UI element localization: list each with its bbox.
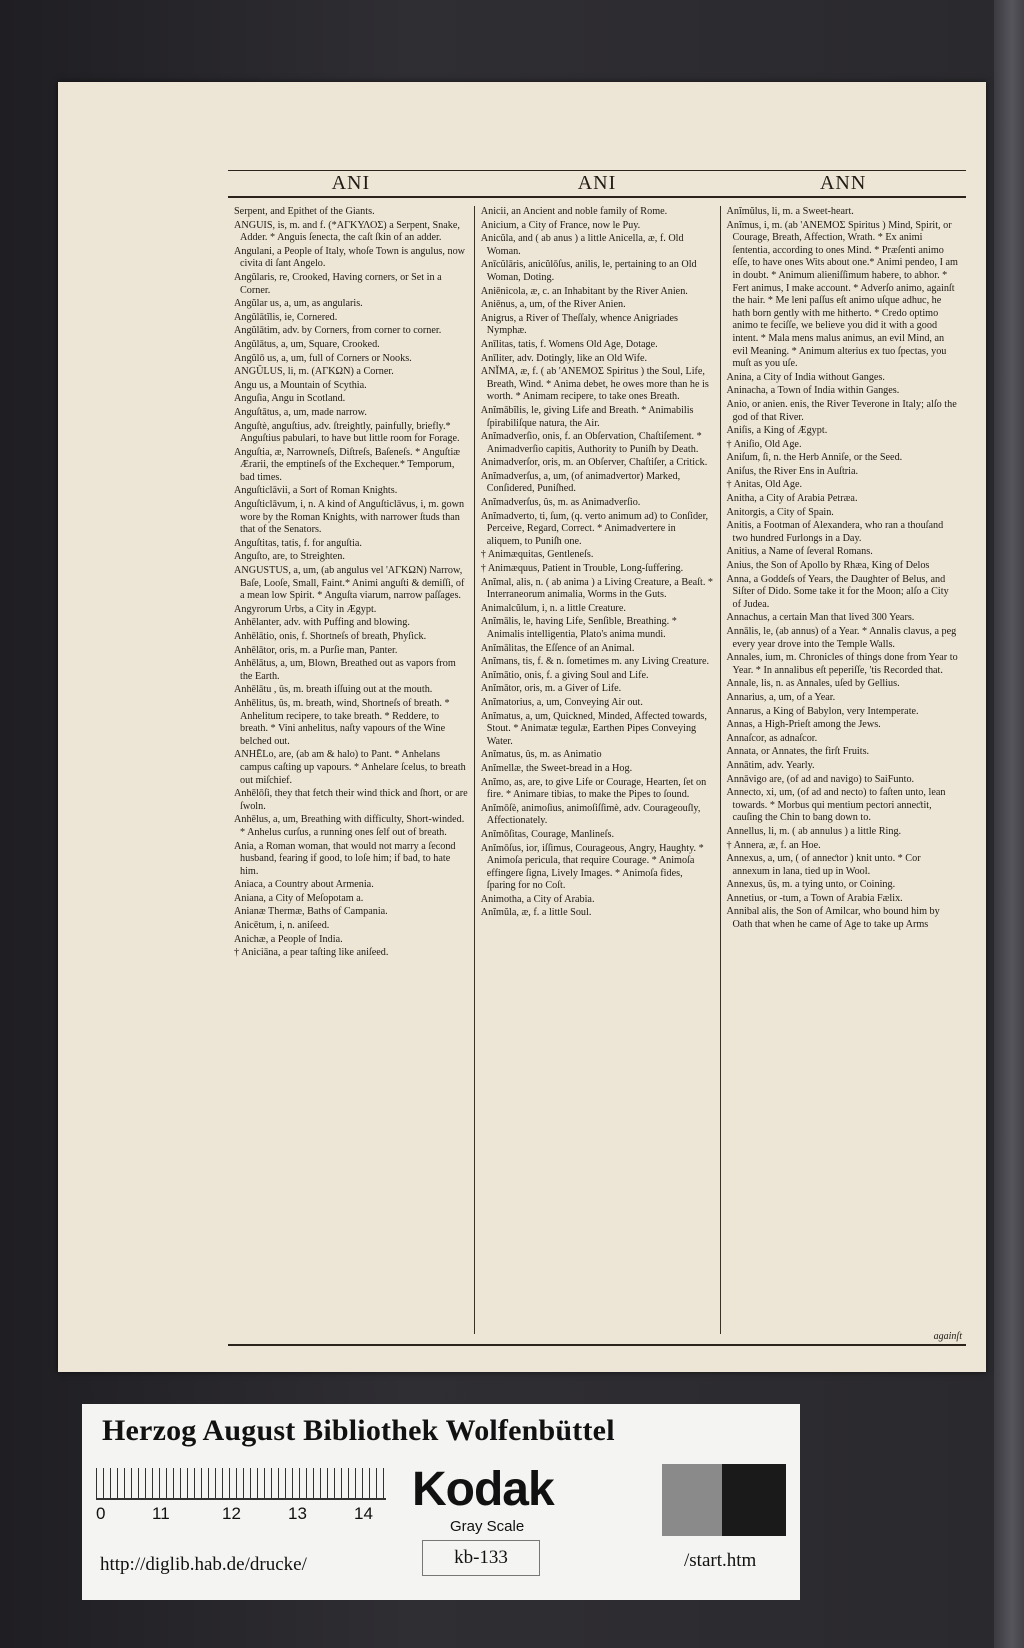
dictionary-entry: Anĭmal, alis, n. ( ab anima ) a Living Creature, a Beaſt. * Interraneorum animalia, Worms in the Guts. xyxy=(480,576,714,601)
dictionary-entry: Anĭmellæ, the Sweet-bread in a Hog. xyxy=(480,762,633,774)
dictionary-entry: Angu us, a Mountain of Scythia. xyxy=(234,379,367,391)
dictionary-entry: Anĭmābĭlis, le, giving Life and Breath. * Animabilis ſpirabiliſque natura, the Air. xyxy=(480,404,694,429)
ruler-ticks xyxy=(96,1468,386,1500)
dictionary-entry: Anguſtè, anguſtius, adv. ſtreightly, painfully, briefly.* Anguſtius pabulari, to have but little room for Forage. xyxy=(234,420,460,445)
bottom-rule xyxy=(228,1344,966,1346)
dictionary-entry: Angulani, a People of Italy, whoſe Town is angulus, now civita di ſant Angelo. xyxy=(234,245,466,270)
dictionary-entry: Anĭmālis, le, having Life, Senſible, Breathing. * Animalis intelligentia, Plato's anima mundi. xyxy=(480,616,677,640)
dictionary-entry: Animotha, a City of Arabia. xyxy=(480,893,595,905)
dictionary-entry: Anīliter, adv. Dotingly, like an Old Wife. xyxy=(480,352,648,364)
dictionary-entry: Angŭlaris, re, Crooked, Having corners, or Set in a Corner. xyxy=(234,271,442,296)
dictionary-entry: Annecto, xi, um, (of ad and necto) to faſten unto, lean towards. * Morbus qui mentium pectori anneƈtit, cauſing the Chin to bang down to. xyxy=(726,787,946,824)
dictionary-entry: Annāvigo are, (of ad and navigo) to SaiFunto. xyxy=(726,773,915,785)
dictionary-entry: Annarius, a, um, of a Year. xyxy=(726,691,836,703)
dictionary-entry: Anhēlōſi, they that fetch their wind thick and ſhort, or are ſwoln. xyxy=(234,788,468,812)
url-left: http://diglib.hab.de/drucke/ xyxy=(100,1554,307,1575)
column-2 xyxy=(474,206,720,1334)
dictionary-entry: ANGŬLUS, li, m. (ΑΓΚΩΝ) a Corner. xyxy=(234,366,394,378)
dictionary-entry: Anguſticlāvii, a Sort of Roman Knights. xyxy=(234,485,398,497)
color-card xyxy=(82,1404,800,1600)
dictionary-entry: Anianæ Thermæ, Baths of Campania. xyxy=(234,906,388,918)
dictionary-entry: Anguſtātus, a, um, made narrow. xyxy=(234,406,367,418)
column-1 xyxy=(228,206,474,1334)
dictionary-entry: Anĭmatus, a, um, Quickned, Minded, Affected towards, Stout. * Animatæ tegulæ, Earthen Pipes Conveying Water. xyxy=(480,710,707,747)
dictionary-entry: Anhēlātio, onis, f. Shortneſs of breath, Phyſick. xyxy=(234,631,427,642)
dictionary-entry: Ania, a Roman woman, that would not marry a ſecond husband, fearing if good, to loſe him; if bad, to hate him. xyxy=(234,840,456,877)
dictionary-entry: † Anitas, Old Age. xyxy=(726,479,803,491)
dictionary-entry: Anicētum, i, n. aniſeed. xyxy=(234,920,330,932)
dictionary-entry: ANHĒLo, are, (ab am & halo) to Pant. * Anhelans campus caſting up vapours. * Anhelare ſcelus, to breath out miſchief. xyxy=(234,749,466,786)
dictionary-entry: ANĬMA, æ, f. ( ab 'ΑΝΕΜΟΣ Spiritus ) the Soul, Life, Breath, Wind. * Anima debet, he owes more than he is worth. * Animam recipere, to take ones Breath. xyxy=(480,366,709,403)
dictionary-entry: † Animæquus, Patient in Trouble, Long-ſuffering. xyxy=(480,563,684,575)
dictionary-entry: Anĭmatorius, a, um, Conveying Air out. xyxy=(480,696,643,708)
dictionary-entry: † Aniciāna, a pear taſting like aniſeed. xyxy=(234,947,389,959)
headword-right: ANN xyxy=(819,172,867,194)
dictionary-entry: Annellus, li, m. ( ab annulus ) a little Ring. xyxy=(726,825,902,837)
dictionary-entry: Anicii, an Ancient and noble family of Rome. xyxy=(480,206,668,217)
dictionary-entry: Anguſticlāvum, i, n. A kind of Anguſticlāvus, i, m. gown wore by the Roman Knights, with narrower ſtuds than that of the Senators. xyxy=(234,499,465,536)
dictionary-entry: Anhēlus, a, um, Breathing with difficulty, Short-winded. * Anhelus curſus, a running ones ſelf out of breath. xyxy=(234,814,465,838)
dictionary-entry: Annālis, le, (ab annus) of a Year. * Annalis clavus, a peg every year drove into the Temple Walls. xyxy=(726,626,957,650)
dictionary-entry: Anhēlātus, a, um, Blown, Breathed out as vapors from the Earth. xyxy=(234,658,456,682)
dictionary-entry: Annexus, ûs, m. a tying unto, or Coining. xyxy=(726,879,896,891)
library-title: Herzog August Bibliothek Wolfenbüttel xyxy=(102,1414,615,1447)
dictionary-entry: Anĭmātor, oris, m. a Giver of Life. xyxy=(480,683,622,695)
headword-left: ANI xyxy=(331,172,371,194)
dictionary-entry: Serpent, and Epithet of the Giants. xyxy=(234,206,375,217)
dictionary-entry: Anius, the Son of Apollo by Rhæa, King of Delos xyxy=(726,560,930,572)
dictionary-entry: Anitorgis, a City of Spain. xyxy=(726,506,834,518)
dictionary-entry: Annales, ium, m. Chronicles of things done from Year to Year. * In annalibus eſt peperiſſe, 'tis Recorded that. xyxy=(726,652,958,676)
dictionary-entry: Annachus, a certain Man that lived 300 Years. xyxy=(726,612,915,624)
dictionary-entry: Aniſus, the River Ens in Auſtria. xyxy=(726,465,859,477)
dictionary-entry: Anĭmus, i, m. (ab 'ΑΝΕΜΟΣ Spiritus ) Mind, Spirit, or Courage, Breath, Affection, Wrath. * Ex animi ſententia, according to ones Mind. * Præſenti animo eſſe, to have ones Wits about one.* Animi pendeo, I am in doubt. * Animum alieniſſimum habere, to abhor. * Fert animus, I make account. * Adverſo animo, againſt the hair. * Me leni paſſus eſt animo uſque adhuc, he hath born gently with me hitherto. * Credo optimo animo te feciſſe, we believe you did it with a good intent. * Mala mens malus animus, an evil Mind, an evil Meaning. * Animum alterius ex tuo ſpectas, you muſt as you uſe. xyxy=(726,219,958,370)
dictionary-entry: Anguſia, Angu in Scotland. xyxy=(234,393,346,405)
scanner-edge xyxy=(994,0,1024,1648)
dictionary-entry: Anhēlitus, ûs, m. breath, wind, Shortneſs of breath. * Anhelitum recipere, to take breath. * Reddere, to breath. * Vini anhelitus, naſty vapours of the Wine belched out. xyxy=(234,697,450,747)
dictionary-entry: Animadverſor, oris, m. an Obſerver, Chaſtiſer, a Critick. xyxy=(480,457,708,469)
dictionary-entry: Anĭmo, as, are, to give Life or Courage, Hearten, ſet on fire. * Animare tibias, to make the Pipes to ſound. xyxy=(480,776,707,801)
dictionary-entry: Anĭmadverſus, a, um, (of animadvertor) Marked, Conſidered, Puniſhed. xyxy=(480,470,681,495)
dictionary-entry: Anhēlātor, oris, m. a Purſie man, Panter. xyxy=(234,644,398,656)
dictionary-entry: Angyrorum Urbs, a City in Ægypt. xyxy=(234,603,377,615)
dictionary-entry: Anguſtia, æ, Narrowneſs, Diſtreſs, Baſeneſs. * Anguſtiæ Ærarii, the emptineſs of the Exchequer.* Temporum, bad times. xyxy=(234,446,461,483)
catchword: againſt xyxy=(933,1331,962,1342)
dictionary-entry: Anna, a Goddeſs of Years, the Daughter of Belus, and Siſter of Dido. Some take it for the Moon; alſo a City of Judea. xyxy=(726,573,949,610)
dictionary-entry: Anhēlātu , ûs, m. breath iſſuing out at the mouth. xyxy=(234,684,433,696)
dictionary-entry: Annarus, a King of Babylon, very Intemperate. xyxy=(726,705,919,717)
dictionary-entry: Anĭmōſè, animoſius, animoſiſſimè, adv. Courageouſly, Affectionately. xyxy=(480,802,701,827)
dictionary-entry: Aniſis, a King of Ægypt. xyxy=(726,425,828,437)
dictionary-entry: Anĭmans, tis, f. & n. ſometimes m. any Living Creature. xyxy=(480,656,710,668)
dictionary-entry: Aniēnus, a, um, of the River Anien. xyxy=(480,299,626,311)
dictionary-entry: Annexus, a, um, ( of anneƈtor ) knit unto. * Cor annexum in lana, tied up in Wool. xyxy=(726,853,921,877)
dictionary-entry: Angŭlātim, adv. by Corners, from corner to corner. xyxy=(234,325,442,337)
ruler-number: 11 xyxy=(152,1504,170,1523)
dictionary-entry: Angŭlātus, a, um, Square, Crooked. xyxy=(234,338,380,350)
dictionary-entry: Annātim, adv. Yearly. xyxy=(726,759,815,771)
dictionary-entry: Anicium, a City of France, now le Puy. xyxy=(480,219,641,231)
ruler xyxy=(96,1468,386,1523)
ruler-number: 14 xyxy=(354,1504,373,1523)
dictionary-entry: Anina, a City of India without Ganges. xyxy=(726,371,885,383)
headword-center: ANI xyxy=(577,172,617,194)
dictionary-columns xyxy=(228,206,966,1334)
dictionary-entry: Anĭmatus, ûs, m. as Animatio xyxy=(480,749,602,761)
dictionary-entry: Anĭmōſus, ior, iſſimus, Courageous, Angry, Haughty. * Animoſa pericula, that require Courage. * Animoſa effingere ſigna, Lively Images. * Animoſa fides, ſparing for no Coſt. xyxy=(480,842,704,892)
card-code: kb-133 xyxy=(422,1540,540,1576)
dictionary-entry: † Annera, æ, f. an Hoe. xyxy=(726,839,821,851)
dictionary-entry: Animalcŭlum, i, n. a little Creature. xyxy=(480,602,626,614)
dictionary-entry: Anicŭla, and ( ab anus ) a little Anicella, æ, f. Old Woman. xyxy=(480,233,684,257)
dictionary-entry: Anĭmālitas, the Eſſence of an Animal. xyxy=(480,642,635,654)
dictionary-entry: Anitis, a Footman of Alexandera, who ran a thouſand two hundred Furlongs in a Day. xyxy=(726,520,944,544)
gray-swatch-dark xyxy=(722,1464,786,1536)
dictionary-entry: Anguſtitas, tatis, f. for anguſtia. xyxy=(234,537,362,549)
page-content xyxy=(228,170,966,1346)
url-right: /start.htm xyxy=(684,1550,757,1571)
dictionary-entry: Anĭmadverto, ti, ſum, (q. verto animum ad) to Conſider, Perceive, Regard, Correct. * Animadvertere in aliquem, to Puniſh one. xyxy=(480,510,709,547)
dictionary-entry: ANGUIS, is, m. and f. (*ΑΓΚΥΛΟΣ) a Serpent, Snake, Adder. * Anguis ſenecta, the caſt ſkin of an adder. xyxy=(234,219,460,244)
dictionary-entry: Aniana, a City of Meſopotam a. xyxy=(234,892,364,904)
dictionary-entry: Aniēnicola, æ, c. an Inhabitant by the River Anien. xyxy=(480,285,688,297)
dictionary-entry: Anichæ, a People of India. xyxy=(234,933,343,945)
dictionary-entry: Aniaca, a Country about Armenia. xyxy=(234,879,374,891)
dictionary-entry: Annetius, or -tum, a Town of Arabia Fælix. xyxy=(726,892,903,904)
dictionary-entry: Annata, or Annates, the firſt Fruits. xyxy=(726,746,870,758)
book-page xyxy=(58,82,986,1372)
column-3 xyxy=(720,206,966,1334)
dictionary-entry: Angŭlar us, a, um, as angularis. xyxy=(234,298,363,310)
dictionary-entry: Anguſto, are, to Streighten. xyxy=(234,551,345,563)
dictionary-entry: Anīcŭlāris, anicŭlōſus, anilis, le, pertaining to an Old Woman, Doting. xyxy=(480,259,697,283)
dictionary-entry: Aniſum, ſi, n. the Herb Anniſe, or the Seed. xyxy=(726,452,903,464)
ruler-number: 12 xyxy=(222,1504,241,1523)
dictionary-entry: Aninacha, a Town of India within Ganges. xyxy=(726,385,900,397)
dictionary-entry: † Animæquitas, Gentleneſs. xyxy=(480,549,594,561)
dictionary-entry: Angŭlātĭlis, ie, Cornered. xyxy=(234,311,338,323)
ruler-number: 0 xyxy=(96,1504,106,1523)
gray-scale-label: Gray Scale xyxy=(450,1518,525,1535)
dictionary-entry: Anitha, a City of Arabia Petræa. xyxy=(726,493,858,505)
dictionary-entry: Anigrus, a River of Theſſaly, whence Anigriades Nymphæ. xyxy=(480,312,678,337)
dictionary-entry: Anĭmŭla, æ, f. a little Soul. xyxy=(480,907,592,919)
dictionary-entry: Anĭmadverſio, onis, f. an Obſervation, Chaſtiſement. * Animadverſio capitis, Authority to Puniſh by Death. xyxy=(480,431,702,455)
kodak-logo: Kodak xyxy=(412,1463,554,1516)
dictionary-entry: Anĭmadverſus, ûs, m. as Animadverſio. xyxy=(480,497,641,509)
dictionary-entry: Anhēlanter, adv. with Puffing and blowing. xyxy=(234,617,410,629)
dictionary-entry: Anīlitas, tatis, f. Womens Old Age, Dotage. xyxy=(480,338,658,350)
dictionary-entry: Annibal alis, the Son of Amilcar, who bound him by Oath that when he came of Age to take up Arms xyxy=(726,906,940,931)
dictionary-entry: Annas, a High-Prieſt among the Jews. xyxy=(726,719,881,731)
dictionary-entry: Angŭlō us, a, um, full of Corners or Nooks. xyxy=(234,352,412,364)
dictionary-entry: Annaſcor, as adnaſcor. xyxy=(726,732,818,744)
dictionary-entry: Anitius, a Name of ſeveral Romans. xyxy=(726,546,873,558)
dictionary-entry: Anĭmŭlus, li, m. a Sweet-heart. xyxy=(726,206,854,217)
dictionary-entry: Anĭmōſitas, Courage, Manlineſs. xyxy=(480,828,615,840)
gray-swatch-mid xyxy=(662,1464,722,1536)
dictionary-entry: Anio, or anien. enis, the River Teverone in Italy; alſo the god of that River. xyxy=(726,398,957,423)
dictionary-entry: Annale, lis, n. as Annales, uſed by Gellius. xyxy=(726,678,900,690)
dictionary-entry: ANGUSTUS, a, um, (ab angulus vel 'ΑΓΚΩΝ) Narrow, Baſe, Looſe, Small, Faint.* Animi anguſti & demiſſi, of a mean low Spirit. * Anguſta viarum, narrow paſſages. xyxy=(234,565,465,602)
dictionary-entry: Anĭmātio, onis, f. a giving Soul and Life. xyxy=(480,669,649,681)
dictionary-entry: † Aniſio, Old Age. xyxy=(726,438,802,450)
ruler-number: 13 xyxy=(288,1504,307,1523)
running-headwords xyxy=(228,170,966,198)
